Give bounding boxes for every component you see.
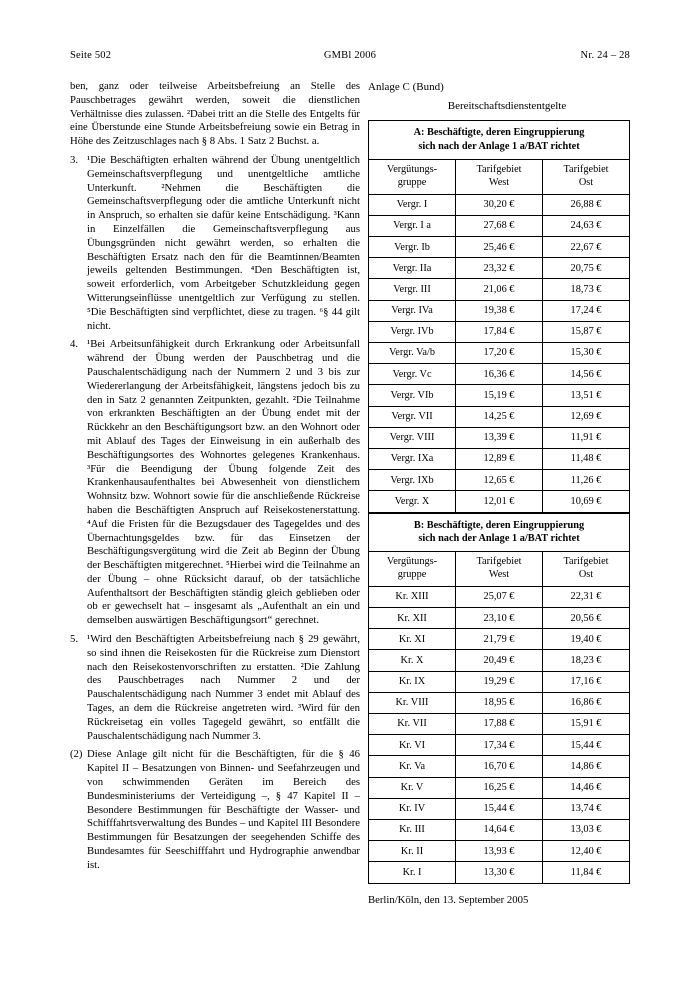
cell-ost: 26,88 € [543,194,630,215]
table-row [369,470,630,491]
header-publication: GMBl 2006 [323,50,377,61]
table-b-col-west-line1: Tarifgebiet [476,556,522,568]
table-a-col-west-line2: West [488,176,510,188]
cell-ost: 17,24 € [543,300,630,321]
table-b-col-group-line2: gruppe [397,568,427,580]
cell-group: Kr. I [369,862,456,883]
table-row [369,364,630,385]
cell-ost: 14,56 € [543,364,630,385]
cell-west: 21,06 € [456,279,543,300]
cell-ost: 14,86 € [543,756,630,777]
table-b-section-head-row [369,513,630,551]
table-row [369,215,630,236]
table-a-col-group-line2: gruppe [397,176,427,188]
table-a-section-head-line2: sich nach der Anlage 1 a/BAT richtet [418,140,580,152]
table-row [369,777,630,798]
table-a-section-head-row [369,121,630,159]
table-row [369,258,630,279]
cell-west: 25,07 € [456,586,543,607]
table-row [369,406,630,427]
cell-ost: 15,91 € [543,714,630,735]
table-a-section-head [369,121,630,159]
cell-west: 15,44 € [456,798,543,819]
cell-west: 13,39 € [456,427,543,448]
table-row [369,448,630,469]
annex-title: Anlage C (Bund) [368,81,444,93]
cell-ost: 12,40 € [543,841,630,862]
list-item-text: ¹Wird den Beschäftigten Arbeitsbefreiung nach § 29 gewährt, so sind ihnen die Reisekosten für die Rückreise zum Dienstort nach den Reisekostenvorschriften zu erstatten. ²Die Zahlung des Pauschbetrages nach Nummer 2 und der Pauschalentschädigung nach Nummer 3 endet mit Ablauf des Tages, an dem die Rückreise angetreten wird. ³Wird für den Rückreisetag ein volles Tagegeld gewährt, so entfällt die Pauschalentschädigung nach Nummer 3. [87,633,360,742]
cell-west: 12,89 € [456,448,543,469]
list-item [70,748,360,872]
cell-ost: 13,03 € [543,819,630,840]
table-row [369,650,630,671]
cell-ost: 22,31 € [543,586,630,607]
cell-group: Vergr. VIII [369,427,456,448]
table-a-col-group-line1: Vergütungs- [386,163,438,175]
list-item-text: Diese Anlage gilt nicht für die Beschäftigten, für die § 46 Kapitel II – Besatzungen von Binnen- und Seefahrzeugen und von schwimmenden Geräten im Bereich des Bundesministeriums der Verteidigung –, § 47 Kapitel II – Besondere Bestimmungen für Beschäftigte der Wasser- und Schifffahrtsverwaltung des Bundes – und Kapitel III Besondere Bestimmungen für Besatzungen der seegehenden Schiffe des Bundesamtes für Seeschifffahrt und Hydrographie anwendbar ist. [87,748,360,871]
cell-group: Kr. II [369,841,456,862]
table-row [369,586,630,607]
table-row [369,321,630,342]
cell-group: Vergr. IVb [369,321,456,342]
table-b-col-ost [543,551,630,586]
header-page-number: Seite 502 [70,50,112,61]
cell-group: Vergr. VII [369,406,456,427]
cell-west: 18,95 € [456,692,543,713]
list-item-marker: 4. [70,338,79,351]
cell-group: Kr. Va [369,756,456,777]
cell-ost: 22,67 € [543,237,630,258]
cell-group: Kr. III [369,819,456,840]
cell-ost: 18,23 € [543,650,630,671]
cell-west: 27,68 € [456,215,543,236]
cell-ost: 11,91 € [543,427,630,448]
table-a-col-group [369,159,456,194]
signature-line: Berlin/Köln, den 13. September 2005 [368,893,529,906]
cell-west: 19,38 € [456,300,543,321]
cell-ost: 14,46 € [543,777,630,798]
cell-ost: 11,48 € [543,448,630,469]
header-issue-number: Nr. 24 – 28 [580,50,630,61]
list-item-marker: 3. [70,153,79,166]
cell-group: Vergr. X [369,491,456,512]
cell-group: Kr. IX [369,671,456,692]
table-row [369,841,630,862]
list-item [70,154,360,333]
table-row [369,819,630,840]
table-row [369,798,630,819]
cell-group: Kr. XI [369,629,456,650]
cell-west: 23,32 € [456,258,543,279]
right-column [368,80,630,907]
cell-west: 17,34 € [456,735,543,756]
cell-west: 14,64 € [456,819,543,840]
table-row [369,862,630,883]
cell-ost: 15,30 € [543,343,630,364]
cell-group: Vergr. Vc [369,364,456,385]
cell-group: Vergr. IXa [369,448,456,469]
cell-west: 16,36 € [456,364,543,385]
table-row [369,279,630,300]
cell-ost: 15,87 € [543,321,630,342]
table-row [369,629,630,650]
table-row [369,692,630,713]
cell-group: Kr. X [369,650,456,671]
cell-ost: 16,86 € [543,692,630,713]
table-a-section-head-line1: A: Beschäftigte, deren Eingruppierung [413,127,585,139]
cell-west: 30,20 € [456,194,543,215]
table-row [369,343,630,364]
cell-west: 13,93 € [456,841,543,862]
table-a-col-ost-line2: Ost [578,176,594,188]
cell-group: Vergr. VIb [369,385,456,406]
cell-group: Vergr. Va/b [369,343,456,364]
cell-group: Kr. IV [369,798,456,819]
cell-west: 21,79 € [456,629,543,650]
cell-ost: 13,51 € [543,385,630,406]
cell-ost: 20,56 € [543,608,630,629]
table-row [369,671,630,692]
cell-group: Kr. XIII [369,586,456,607]
table-row [369,385,630,406]
cell-west: 20,49 € [456,650,543,671]
cell-west: 17,84 € [456,321,543,342]
list-item-text: ¹Bei Arbeitsunfähigkeit durch Erkrankung oder Arbeitsunfall während der Übung werden der Pauschbetrag und die Pauschalentschädigung nach der Nummern 2 und 3 bis zur Wiedererlangung der Arbeitsfähigkeit, längstens jedoch bis zu den in Satz 2 genannten Zeitpunkten, gezahlt. ²Die Teilnahme von erkrankten Beschäftigten an der Übung endet mit der Rückkehr an den Beschäftigungsort bzw. an den Wohnort oder mit Ablauf des Tages der Einweisung in ein außerhalb des Beschäftigungsortes des Wohnortes gelegenes Krankenhaus. ³Für die Beendigung der Übung folgende Zeit des Krankenhausaufenthaltes bei Abwesenheit von dienstlichem Wohnsitz bzw. Wohnort sowie für die anschließende Rückreise haben die Beschäftigten Anspruch auf Reisekostenerstattung. ⁴Auf die Fristen für die Bezugsdauer des Tagegeldes und des Übernachtungsgeldes bzw. für das Einsetzen der Beschäftigungsvergütung wird die Zeit ab Beginn der Übung der Beschäftigten mitgerechnet. ⁵Hierbei wird die Teilnahme an der Übung – ohne Rücksicht darauf, ob der tatsächliche Aufenthaltsort der Beschäftigten ständig gleich geblieben oder ob er gewechselt hat – insgesamt als „Aufenthalt an ein und demselben auswärtigen Beschäftigungsort“ gerechnet. [87,338,360,627]
cell-ost: 17,16 € [543,671,630,692]
table-b-col-west-line2: West [488,568,510,580]
list-item-marker: (2) [70,748,83,761]
list-item-marker: 5. [70,633,79,646]
page-header [70,50,630,64]
table-b-col-group [369,551,456,586]
list-item [70,633,360,743]
table-row [369,194,630,215]
cell-west: 12,65 € [456,470,543,491]
cell-west: 13,30 € [456,862,543,883]
cell-ost: 20,75 € [543,258,630,279]
cell-group: Vergr. IVa [369,300,456,321]
table-a-col-ost-line1: Tarifgebiet [563,163,609,175]
cell-ost: 12,69 € [543,406,630,427]
table-a-col-west [456,159,543,194]
cell-west: 16,70 € [456,756,543,777]
table-b-section-head-line2: sich nach der Anlage 1 a/BAT richtet [418,532,580,544]
table-row [369,491,630,512]
cell-ost: 13,74 € [543,798,630,819]
cell-west: 17,88 € [456,714,543,735]
cell-west: 19,29 € [456,671,543,692]
cell-ost: 11,26 € [543,470,630,491]
table-row [369,714,630,735]
cell-group: Vergr. IXb [369,470,456,491]
cell-west: 16,25 € [456,777,543,798]
cell-group: Vergr. I [369,194,456,215]
table-b-col-group-line1: Vergütungs- [386,556,438,568]
cell-group: Kr. VIII [369,692,456,713]
cell-group: Vergr. III [369,279,456,300]
cell-ost: 18,73 € [543,279,630,300]
annex-subtitle: Bereitschaftsdienstentgelte [447,100,567,113]
list-item-text: ¹Die Beschäftigten erhalten während der Übung unentgeltlich Gemeinschaftsverpflegung und unentgeltliche amtliche Unterkunft. ²Nehmen die Beschäftigten die Gemeinschaftsverpflegung oder die amtliche Unterkunft nicht in Anspruch, so erhalten sie dafür keine Entschädigung. ³Kann in Einzelfällen die Gemeinschaftsverpflegung aus Übungsgründen nicht gewährt werden, so erhalten die Beschäftigten Ersatz nach den für die Beamtinnen/Beamten jeweils geltenden Bestimmungen. ⁴Den Beschäftigten ist, soweit erforderlich, vom Arbeitgeber Schutzkleidung gegen Witterungseinflüsse unentgeltlich zur Verfügung zu stellen. ⁵Die Beschäftigten sind verpflichtet, diese zu tragen. ⁶§ 44 gilt nicht. [87,153,360,332]
table-row [369,300,630,321]
table-row [369,237,630,258]
cell-west: 14,25 € [456,406,543,427]
cell-group: Kr. V [369,777,456,798]
cell-ost: 15,44 € [543,735,630,756]
table-b-col-ost-line2: Ost [578,568,594,580]
table-b [368,513,630,884]
cell-west: 17,20 € [456,343,543,364]
table-row [369,735,630,756]
cell-west: 25,46 € [456,237,543,258]
table-b-section-head-line1: B: Beschäftigte, deren Eingruppierung [413,519,585,531]
cell-west: 23,10 € [456,608,543,629]
cell-ost: 19,40 € [543,629,630,650]
table-b-section-head [369,513,630,551]
table-a-col-west-line1: Tarifgebiet [476,163,522,175]
cell-west: 15,19 € [456,385,543,406]
table-row [369,756,630,777]
cell-ost: 11,84 € [543,862,630,883]
left-column [70,80,360,873]
table-row [369,608,630,629]
table-row [369,427,630,448]
cell-ost: 10,69 € [543,491,630,512]
list-item [70,338,360,628]
cell-west: 12,01 € [456,491,543,512]
table-a-header-row [369,159,630,194]
table-b-col-west [456,551,543,586]
cell-group: Kr. VI [369,735,456,756]
cell-group: Vergr. I a [369,215,456,236]
cell-group: Kr. XII [369,608,456,629]
cell-group: Vergr. Ib [369,237,456,258]
cell-group: Kr. VII [369,714,456,735]
table-a-col-ost [543,159,630,194]
intro-paragraph: ben, ganz oder teilweise Arbeitsbefreiung an Stelle des Pauschbetrages gewährt werden, soweit die dienstlichen Verhältnisse dies zulassen. ²Dabei tritt an die Stelle des Entgelts für eine Überstunde eine Stunde Arbeitsbefreiung sowie ein Betrag in Höhe des Zeitzuschlages nach § 8 Abs. 1 Satz 2 Buchst. a. [70,80,360,148]
table-a [368,120,630,512]
table-b-col-ost-line1: Tarifgebiet [563,556,609,568]
cell-ost: 24,63 € [543,215,630,236]
table-b-header-row [369,551,630,586]
cell-group: Vergr. IIa [369,258,456,279]
